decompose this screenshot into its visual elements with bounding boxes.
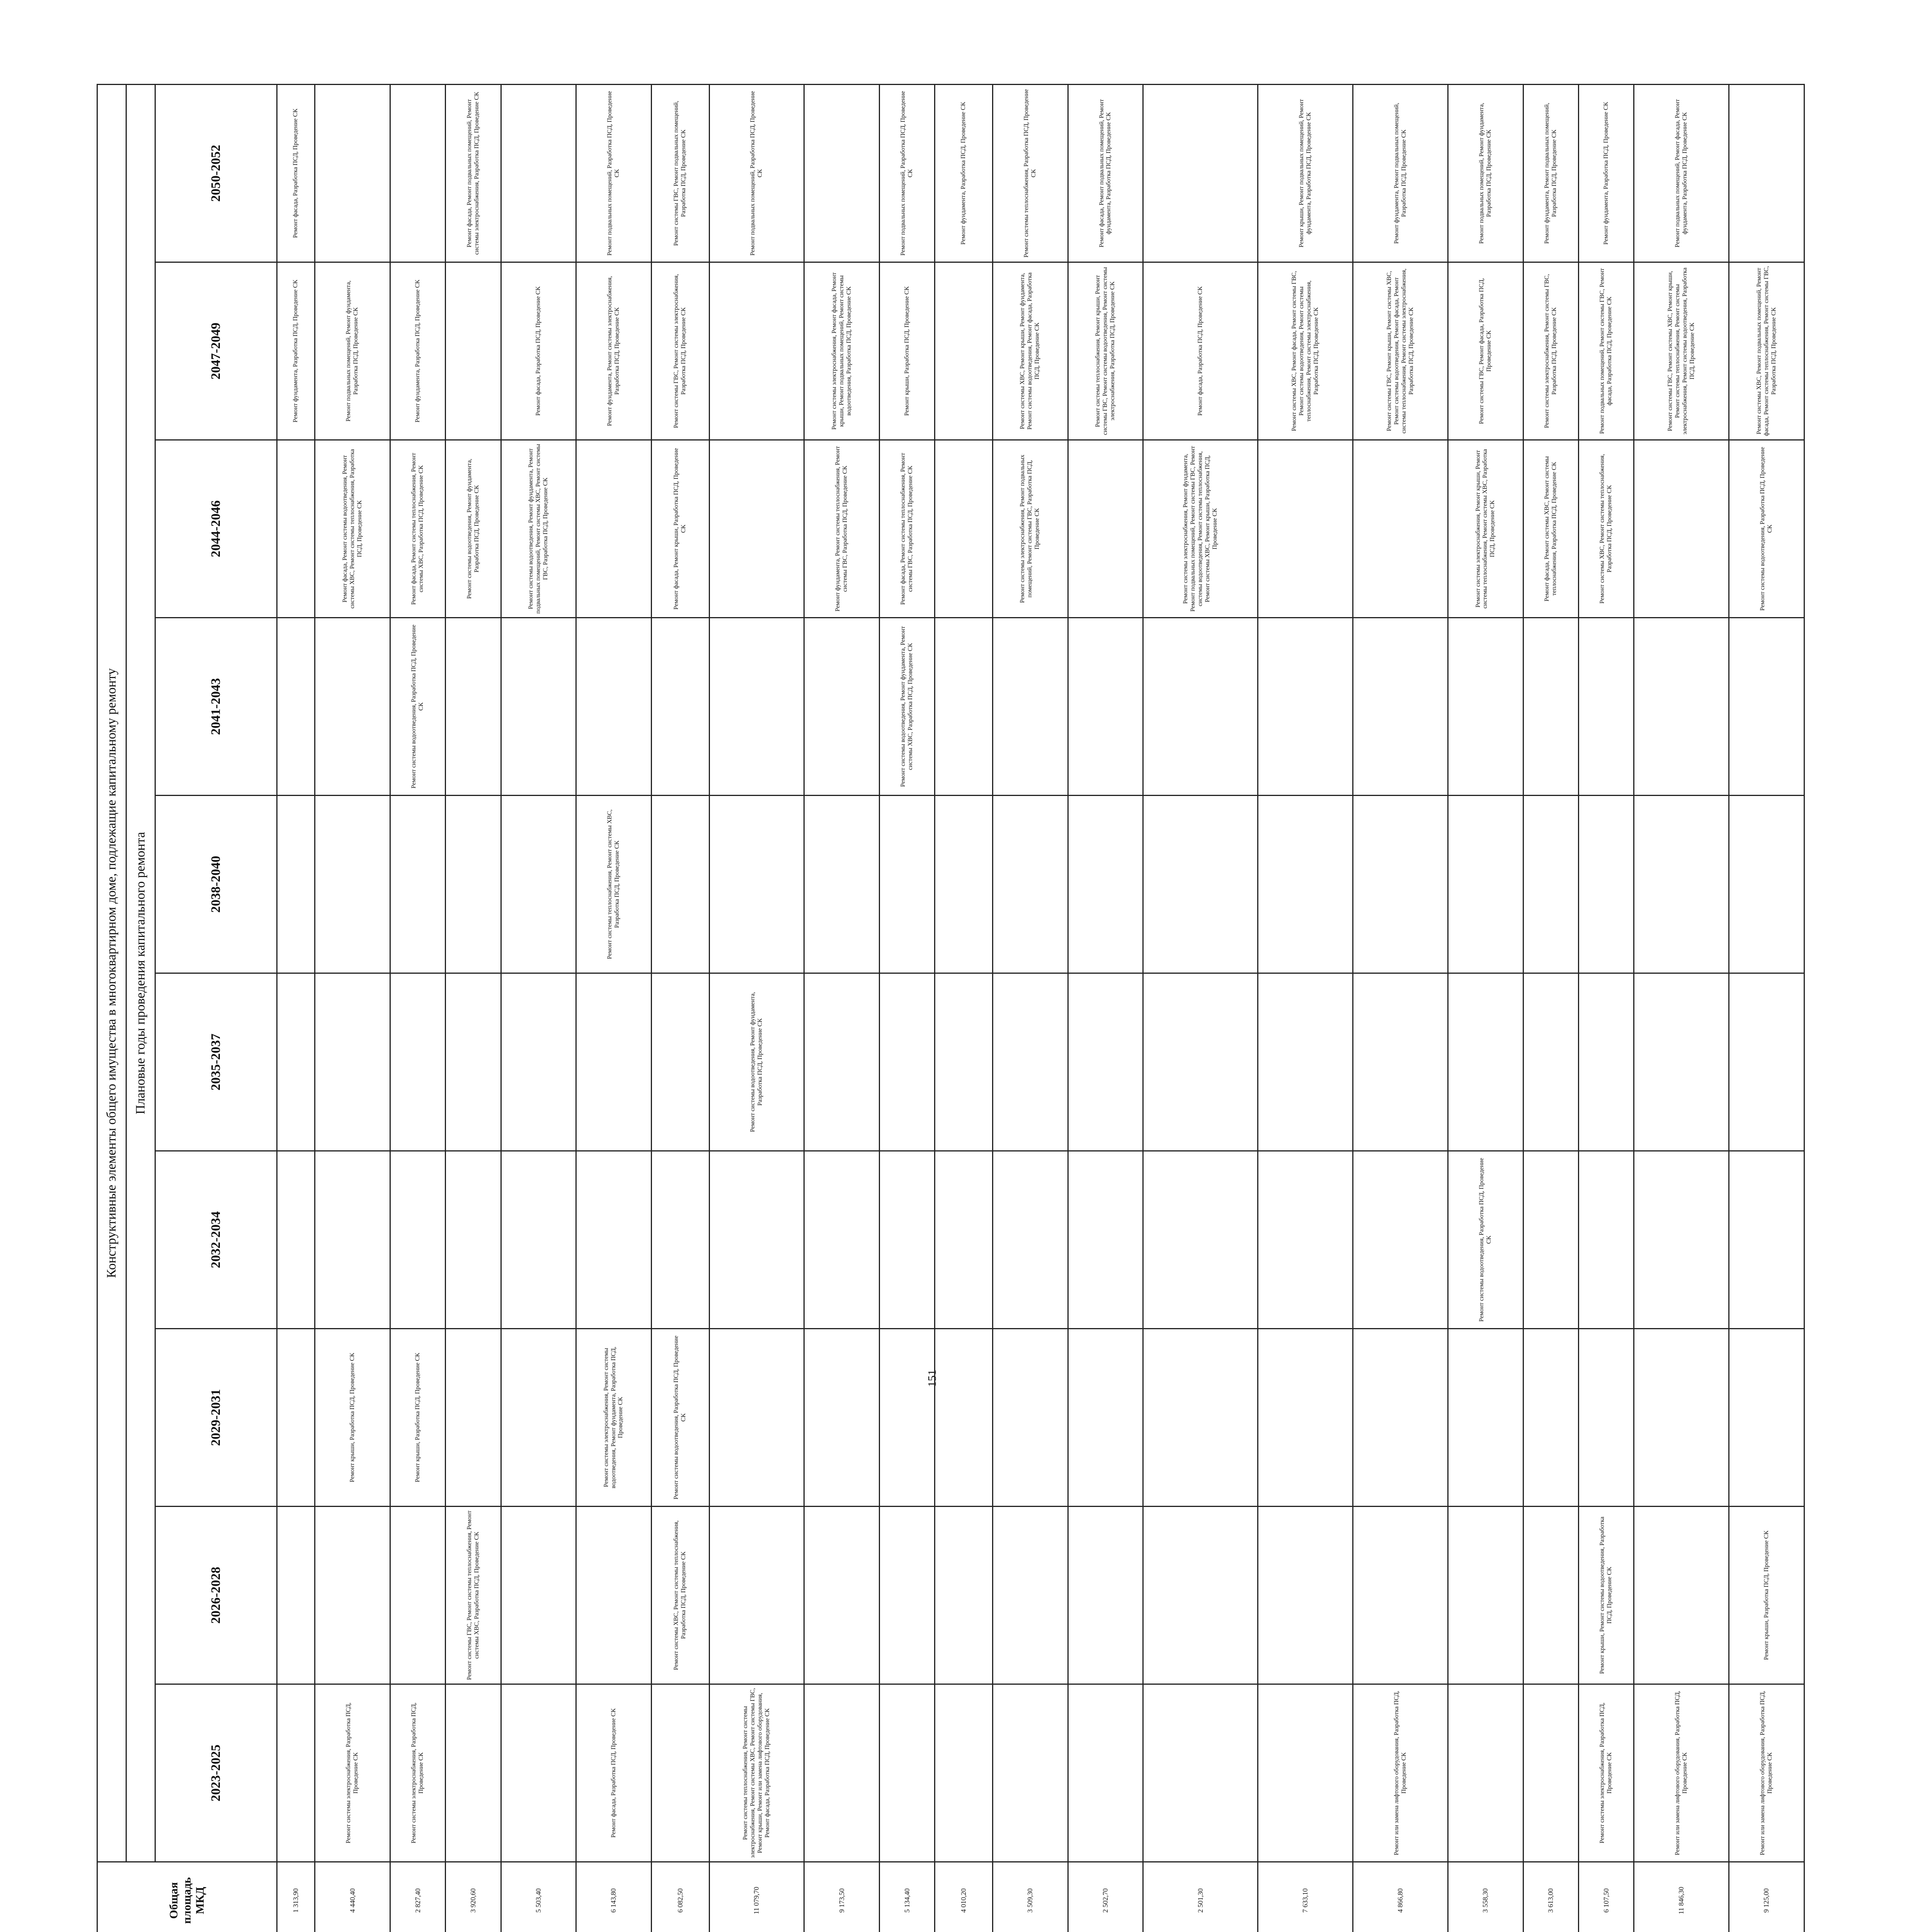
- header-period: 2032-2034: [155, 1151, 277, 1329]
- cell-works: [1258, 796, 1353, 973]
- cell-works: [1258, 1329, 1353, 1507]
- cell-works: Ремонт фундамента, Ремонт подвальных помещений, Разработка ПСД, Проведение СК: [1353, 84, 1448, 262]
- cell-works: [935, 796, 993, 973]
- cell-area: 3 558,30: [1448, 1862, 1523, 1932]
- cell-works: [935, 262, 993, 440]
- cell-works: [1143, 1684, 1258, 1862]
- cell-works: [709, 440, 804, 618]
- cell-area: 6 143,80: [576, 1862, 652, 1932]
- cell-works: Ремонт крыши, Ремонт подвальных помещений, Ремонт фундамента, Разработка ПСД, Проведение СК: [1258, 84, 1353, 262]
- cell-area: 11 079,70: [709, 1862, 804, 1932]
- cell-works: Ремонт системы водоотведения, Ремонт фундамента, Ремонт системы ХВС, Разработка ПСД, Проведение СК: [880, 618, 935, 796]
- table-row: [1143, 84, 1258, 1932]
- cell-works: [804, 1329, 880, 1507]
- table-row: [804, 84, 880, 1932]
- cell-works: [1523, 1684, 1578, 1862]
- cell-works: [1258, 973, 1353, 1151]
- cell-area: 5 134,40: [880, 1862, 935, 1932]
- cell-works: [1448, 1684, 1523, 1862]
- table-row: [1353, 84, 1448, 1932]
- cell-works: Ремонт фасада, Ремонт крыши, Разработка ПСД, Проведение СК: [651, 440, 709, 618]
- table-row: [993, 84, 1068, 1932]
- cell-works: [804, 796, 880, 973]
- cell-works: [1634, 796, 1729, 973]
- cell-works: Ремонт подвальных помещений, Ремонт фундамента, Разработка ПСД, Проведение СК: [315, 262, 390, 440]
- header-period: 2050-2052: [155, 84, 277, 262]
- cell-works: [315, 1151, 390, 1329]
- header-period: 2029-2031: [155, 1329, 277, 1507]
- cell-works: Ремонт системы электроснабжения, Ремонт системы водоотведения, Ремонт фундамента, Разработка ПСД, Проведение СК: [576, 1329, 652, 1507]
- cell-works: Ремонт фундамента, Разработка ПСД, Проведение СК: [935, 84, 993, 262]
- table-title: Конструктивные элементы общего имущества в многоквартирном доме, подлежащие капитальному ремонту: [97, 84, 126, 1862]
- table-subtitle: Плановые годы проведения капитального ремонта: [126, 84, 155, 1862]
- cell-works: [804, 1151, 880, 1329]
- cell-works: Ремонт системы ГВС, Ремонт системы электроснабжения, Разработка ПСД, Проведение СК: [651, 262, 709, 440]
- cell-works: [1523, 973, 1578, 1151]
- cell-works: [709, 618, 804, 796]
- cell-works: Ремонт фасада, Ремонт системы ХВС, Ремонт системы теплоснабжения, Разработка ПСД, Проведение СК: [1523, 440, 1578, 618]
- cell-works: Ремонт системы теплоснабжения, Ремонт системы ХВС, Разработка ПСД, Проведение СК: [576, 796, 652, 973]
- cell-works: Ремонт подвальных помещений, Разработка ПСД, Проведение СК: [576, 84, 652, 262]
- cell-works: Ремонт крыши, Ремонт системы водоотведения, Разработка ПСД, Проведение СК: [1579, 1507, 1634, 1684]
- cell-works: Ремонт системы водоотведения, Разработка ПСД, Проведение СК: [390, 618, 446, 796]
- cell-works: [1448, 1329, 1523, 1507]
- cell-works: [277, 1329, 315, 1507]
- cell-works: [1729, 973, 1804, 1151]
- cell-area: 4 866,80: [1353, 1862, 1448, 1932]
- cell-works: Ремонт системы ХВС, Ремонт подвальных помещений, Ремонт фасада, Ремонт системы теплоснабжения, Ремонт системы ГВС, Разработка ПСД, Проведение СК: [1729, 262, 1804, 440]
- cell-area: 2 827,40: [390, 1862, 446, 1932]
- cell-works: Ремонт системы электроснабжения, Ремонт фундамента, Ремонт подвальных помещений, Ремонт системы ГВС, Ремонт системы водоотведения, Ремонт системы теплоснабжения, Ремонт системы ХВС, Ремонт крыши, Разработка ПСД, Проведение СК: [1143, 440, 1258, 618]
- cell-area: 4 440,40: [315, 1862, 390, 1932]
- cell-works: [935, 618, 993, 796]
- cell-works: [1448, 796, 1523, 973]
- table-row: [1634, 84, 1729, 1932]
- cell-works: [1068, 796, 1143, 973]
- cell-works: [935, 1684, 993, 1862]
- cell-works: [1068, 1151, 1143, 1329]
- cell-works: Ремонт или замена лифтового оборудования, Разработка ПСД, Проведение СК: [1729, 1684, 1804, 1862]
- cell-works: [1523, 796, 1578, 973]
- rotated-table-container: [97, 85, 1805, 1932]
- cell-works: Ремонт подвальных помещений, Ремонт фундамента, Разработка ПСД, Проведение СК: [1448, 84, 1523, 262]
- cell-works: Ремонт крыши, Разработка ПСД, Проведение СК: [315, 1329, 390, 1507]
- table-row: [501, 84, 576, 1932]
- cell-area: 3 920,60: [446, 1862, 501, 1932]
- cell-works: [1634, 440, 1729, 618]
- cell-works: Ремонт фасада, Разработка ПСД, Проведение СК: [576, 1684, 652, 1862]
- cell-works: [501, 618, 576, 796]
- cell-works: [880, 1329, 935, 1507]
- cell-works: Ремонт или замена лифтового оборудования, Разработка ПСД, Проведение СК: [1353, 1684, 1448, 1862]
- cell-works: [935, 1507, 993, 1684]
- cell-area: 11 846,30: [1634, 1862, 1729, 1932]
- cell-works: [277, 1684, 315, 1862]
- cell-works: [501, 796, 576, 973]
- cell-works: [651, 796, 709, 973]
- cell-works: [935, 440, 993, 618]
- cell-works: [709, 262, 804, 440]
- cell-works: [501, 1684, 576, 1862]
- cell-works: [1634, 1151, 1729, 1329]
- cell-works: Ремонт фундамента, Разработка ПСД, Проведение СК: [1579, 84, 1634, 262]
- cell-works: Ремонт фасада, Разработка ПСД, Проведение СК: [277, 84, 315, 262]
- table-row: [1523, 84, 1578, 1932]
- cell-works: [315, 1507, 390, 1684]
- cell-works: [1634, 973, 1729, 1151]
- cell-works: Ремонт системы электроснабжения, Ремонт системы ГВС, Разработка ПСД, Проведение СК: [1523, 262, 1578, 440]
- header-period: 2026-2028: [155, 1507, 277, 1684]
- cell-works: Ремонт системы водоотведения, Ремонт фундамента, Разработка ПСД, Проведение СК: [709, 973, 804, 1151]
- cell-area: 3 613,00: [1523, 1862, 1578, 1932]
- cell-works: Ремонт системы теплоснабжения, Ремонт системы электроснабжения, Ремонт системы ХВС, Ремонт системы ГВС, Ремонт крыши, Ремонт или замена лифтового оборудования, Ремонт фасада, Разработка ПСД, Проведение СК: [709, 1684, 804, 1862]
- table-row: [651, 84, 709, 1932]
- cell-works: [993, 1684, 1068, 1862]
- cell-works: Ремонт системы ГВС, Ремонт крыши, Ремонт системы ХВС, Ремонт системы водоотведения, Ремонт фасада, Ремонт системы теплоснабжения, Ремонт системы электроснабжения, Разработка ПСД, Проведение СК: [1353, 262, 1448, 440]
- cell-works: Ремонт системы ГВС, Ремонт системы ХВС, Ремонт крыши, Ремонт системы теплоснабжения, Ремонт системы электроснабжения, Ремонт системы водоотведения, Разработка ПСД, Проведение СК: [1634, 262, 1729, 440]
- cell-works: Ремонт фасада, Разработка ПСД, Проведение СК: [1143, 262, 1258, 440]
- cell-works: [576, 618, 652, 796]
- table-row: [1068, 84, 1143, 1932]
- cell-works: [501, 1329, 576, 1507]
- cell-works: [1353, 618, 1448, 796]
- cell-works: [1523, 1507, 1578, 1684]
- header-area: Общая площадь МКД: [97, 1862, 277, 1932]
- page-number: 151: [926, 1369, 939, 1387]
- cell-works: Ремонт системы водоотведения, Ремонт фундамента, Ремонт подвальных помещений, Ремонт системы ХВС, Ремонт системы ГВС, Разработка ПСД, Проведение СК: [501, 440, 576, 618]
- cell-works: [390, 796, 446, 973]
- cell-works: Ремонт фасада, Ремонт системы теплоснабжения, Ремонт системы ГВС, Разработка ПСД, Проведение СК: [880, 440, 935, 618]
- cell-works: Ремонт фундамента, Разработка ПСД, Проведение СК: [390, 262, 446, 440]
- cell-area: 6 107,50: [1579, 1862, 1634, 1932]
- cell-works: [576, 440, 652, 618]
- cell-works: Ремонт системы ХВС, Ремонт крыши, Ремонт фундамента, Ремонт системы водоотведения, Ремонт фасада, Разработка ПСД, Проведение СК: [993, 262, 1068, 440]
- cell-works: Ремонт фасада, Ремонт системы водоотведения, Ремонт системы ХВС, Ремонт системы теплоснабжения, Разработка ПСД, Проведение СК: [315, 440, 390, 618]
- table-row: [390, 84, 446, 1932]
- cell-works: Ремонт системы теплоснабжения, Разработка ПСД, Проведение СК: [993, 84, 1068, 262]
- cell-works: [651, 1151, 709, 1329]
- cell-works: [1448, 1507, 1523, 1684]
- cell-works: [446, 1329, 501, 1507]
- cell-works: [880, 973, 935, 1151]
- cell-works: [277, 973, 315, 1151]
- cell-works: [446, 973, 501, 1151]
- cell-works: [1353, 973, 1448, 1151]
- table-row: [935, 84, 993, 1932]
- cell-works: [1579, 796, 1634, 973]
- cell-works: [1258, 1684, 1353, 1862]
- cell-area: 9 173,50: [804, 1862, 880, 1932]
- cell-works: [277, 1507, 315, 1684]
- cell-area: 5 503,40: [501, 1862, 576, 1932]
- cell-area: 4 010,20: [935, 1862, 993, 1932]
- header-period: 2044-2046: [155, 440, 277, 618]
- cell-works: [501, 973, 576, 1151]
- cell-works: Ремонт системы ХВС, Ремонт фасада, Ремонт системы ГВС, Ремонт системы водоотведения, Ремонт системы теплоснабжения, Ремонт системы электроснабжения, Разработка ПСД, Проведение СК: [1258, 262, 1353, 440]
- cell-works: [1143, 973, 1258, 1151]
- cell-works: [1258, 1507, 1353, 1684]
- cell-works: [709, 1507, 804, 1684]
- cell-works: Ремонт системы электроснабжения, Разработка ПСД, Проведение СК: [390, 1684, 446, 1862]
- cell-area: 2 501,30: [1143, 1862, 1258, 1932]
- cell-works: [993, 1329, 1068, 1507]
- cell-works: [277, 796, 315, 973]
- cell-works: [709, 1151, 804, 1329]
- cell-works: [277, 440, 315, 618]
- cell-area: 3 509,30: [993, 1862, 1068, 1932]
- header-period: 2035-2037: [155, 973, 277, 1151]
- cell-works: Ремонт системы электроснабжения, Разработка ПСД, Проведение СК: [1579, 1684, 1634, 1862]
- cell-works: [277, 618, 315, 796]
- cell-works: [1523, 618, 1578, 796]
- cell-works: Ремонт фундамента, Ремонт системы теплоснабжения, Ремонт системы ГВС, Разработка ПСД, Проведение СК: [804, 440, 880, 618]
- cell-works: [1143, 1507, 1258, 1684]
- cell-works: [804, 973, 880, 1151]
- cell-works: [315, 973, 390, 1151]
- cell-works: [446, 796, 501, 973]
- cell-works: Ремонт фасада, Ремонт системы теплоснабжения, Ремонт системы ХВС, Разработка ПСД, Проведение СК: [390, 440, 446, 618]
- table-row: [277, 84, 315, 1932]
- cell-works: [1068, 1507, 1143, 1684]
- table-row: [880, 84, 935, 1932]
- cell-works: [446, 1151, 501, 1329]
- cell-works: Ремонт системы электроснабжения, Ремонт крыши, Ремонт системы теплоснабжения, Ремонт системы ХВС, Разработка ПСД, Проведение СК: [1448, 440, 1523, 618]
- cell-works: [804, 618, 880, 796]
- cell-works: [651, 973, 709, 1151]
- cell-works: Ремонт системы водоотведения, Разработка ПСД, Проведение СК: [651, 1329, 709, 1507]
- header-period: 2023-2025: [155, 1684, 277, 1862]
- cell-works: [1258, 618, 1353, 796]
- table-row: [446, 84, 501, 1932]
- cell-works: [1068, 618, 1143, 796]
- cell-works: [1729, 1151, 1804, 1329]
- cell-works: [880, 796, 935, 973]
- cell-works: [1258, 1151, 1353, 1329]
- cell-works: [1258, 440, 1353, 618]
- cell-works: [576, 1151, 652, 1329]
- cell-works: [1143, 1151, 1258, 1329]
- cell-works: [880, 1507, 935, 1684]
- cell-works: [446, 262, 501, 440]
- cell-works: [1634, 1329, 1729, 1507]
- cell-works: Ремонт системы ХВС, Ремонт системы теплоснабжения, Разработка ПСД, Проведение СК: [1579, 440, 1634, 618]
- cell-works: [390, 84, 446, 262]
- cell-works: [1068, 440, 1143, 618]
- cell-works: [1143, 796, 1258, 973]
- cell-works: [390, 973, 446, 1151]
- cell-area: 2 502,70: [1068, 1862, 1143, 1932]
- header-period: 2041-2043: [155, 618, 277, 796]
- cell-works: [709, 796, 804, 973]
- table-row: [1448, 84, 1523, 1932]
- cell-works: [501, 1507, 576, 1684]
- cell-works: [1143, 618, 1258, 796]
- cell-works: [1353, 796, 1448, 973]
- cell-works: [277, 1151, 315, 1329]
- cell-works: [390, 1507, 446, 1684]
- capital-repair-table: [97, 84, 1805, 1932]
- cell-works: [1448, 973, 1523, 1151]
- cell-works: [1729, 618, 1804, 796]
- cell-works: [1353, 1507, 1448, 1684]
- cell-works: Ремонт или замена лифтового оборудования, Разработка ПСД, Проведение СК: [1634, 1684, 1729, 1862]
- cell-works: Ремонт фундамента, Разработка ПСД, Проведение СК: [277, 262, 315, 440]
- cell-works: [804, 1507, 880, 1684]
- cell-area: 1 313,90: [277, 1862, 315, 1932]
- cell-works: [1523, 1329, 1578, 1507]
- cell-works: Ремонт системы водоотведения, Разработка ПСД, Проведение СК: [1448, 1151, 1523, 1329]
- cell-works: Ремонт системы водоотведения, Ремонт фундамента, Разработка ПСД, Проведение СК: [446, 440, 501, 618]
- cell-works: [1353, 1329, 1448, 1507]
- cell-works: [501, 1151, 576, 1329]
- cell-works: Ремонт фасада, Разработка ПСД, Проведение СК: [501, 262, 576, 440]
- cell-works: [935, 973, 993, 1151]
- cell-works: [315, 618, 390, 796]
- cell-works: [1729, 84, 1804, 262]
- cell-area: 7 633,10: [1258, 1862, 1353, 1932]
- cell-works: [576, 1507, 652, 1684]
- cell-works: [1068, 973, 1143, 1151]
- cell-works: [993, 973, 1068, 1151]
- cell-works: Ремонт системы ГВС, Ремонт фасада, Разработка ПСД, Проведение СК: [1448, 262, 1523, 440]
- cell-works: [935, 1329, 993, 1507]
- cell-works: Ремонт системы теплоснабжения, Ремонт крыши, Ремонт системы ГВС, Ремонт системы водоотведения, Ремонт системы электроснабжения, Разработка ПСД, Проведение СК: [1068, 262, 1143, 440]
- cell-works: Ремонт фасада, Ремонт подвальных помещений, Ремонт системы электроснабжения, Разработка ПСД, Проведение СК: [446, 84, 501, 262]
- cell-works: [651, 618, 709, 796]
- cell-works: [880, 1151, 935, 1329]
- cell-works: [1068, 1329, 1143, 1507]
- cell-works: [709, 1329, 804, 1507]
- cell-works: Ремонт системы ГВС, Ремонт системы теплоснабжения, Ремонт системы ХВС, Разработка ПСД, Проведение СК: [446, 1507, 501, 1684]
- cell-works: [1068, 1684, 1143, 1862]
- cell-works: Ремонт системы электроснабжения, Ремонт подвальных помещений, Ремонт системы ГВС, Разработка ПСД, Проведение СК: [993, 440, 1068, 618]
- cell-works: Ремонт системы электроснабжения, Разработка ПСД, Проведение СК: [315, 1684, 390, 1862]
- table-row: [1729, 84, 1804, 1932]
- cell-works: Ремонт системы ГВС, Ремонт подвальных помещений, Разработка ПСД, Проведение СК: [651, 84, 709, 262]
- cell-works: [1579, 1151, 1634, 1329]
- table-row: [709, 84, 804, 1932]
- cell-works: [1143, 84, 1258, 262]
- cell-works: [501, 84, 576, 262]
- header-period: 2038-2040: [155, 796, 277, 973]
- cell-works: [935, 1151, 993, 1329]
- cell-works: [1353, 440, 1448, 618]
- cell-works: [993, 1507, 1068, 1684]
- cell-works: Ремонт фундамента, Ремонт системы электроснабжения, Разработка ПСД, Проведение СК: [576, 262, 652, 440]
- cell-area: 9 125,00: [1729, 1862, 1804, 1932]
- table-row: [1579, 84, 1634, 1932]
- cell-works: [390, 1151, 446, 1329]
- cell-works: Ремонт фундамента, Ремонт подвальных помещений, Разработка ПСД, Проведение СК: [1523, 84, 1578, 262]
- cell-works: [315, 796, 390, 973]
- cell-works: [993, 618, 1068, 796]
- cell-works: Ремонт подвальных помещений, Ремонт системы ГВС, Ремонт фасада, Разработка ПСД, Проведение СК: [1579, 262, 1634, 440]
- cell-works: [576, 973, 652, 1151]
- cell-works: [1579, 618, 1634, 796]
- cell-works: [1353, 1151, 1448, 1329]
- table-row: [1258, 84, 1353, 1932]
- cell-works: [1523, 1151, 1578, 1329]
- cell-works: Ремонт подвальных помещений, Разработка ПСД, Проведение СК: [709, 84, 804, 262]
- cell-works: [804, 84, 880, 262]
- cell-works: [1729, 796, 1804, 973]
- cell-works: [1448, 618, 1523, 796]
- table-row: [576, 84, 652, 1932]
- cell-works: Ремонт системы электроснабжения, Ремонт фасада, Ремонт крыши, Ремонт подвальных помещений, Ремонт системы водоотведения, Разработка ПСД, Проведение СК: [804, 262, 880, 440]
- cell-area: 6 082,50: [651, 1862, 709, 1932]
- cell-works: [315, 84, 390, 262]
- cell-works: Ремонт крыши, Разработка ПСД, Проведение СК: [390, 1329, 446, 1507]
- cell-works: Ремонт подвальных помещений, Ремонт фасада, Ремонт фундамента, Разработка ПСД, Проведение СК: [1634, 84, 1729, 262]
- cell-works: [880, 1684, 935, 1862]
- cell-works: [446, 618, 501, 796]
- cell-works: [651, 1684, 709, 1862]
- cell-works: [1579, 1329, 1634, 1507]
- cell-works: [993, 796, 1068, 973]
- header-period: 2047-2049: [155, 262, 277, 440]
- cell-works: [446, 1684, 501, 1862]
- cell-works: Ремонт системы ХВС, Ремонт системы теплоснабжения, Разработка ПСД, Проведение СК: [651, 1507, 709, 1684]
- cell-works: [804, 1684, 880, 1862]
- cell-works: [993, 1151, 1068, 1329]
- cell-works: Ремонт подвальных помещений, Разработка ПСД, Проведение СК: [880, 84, 935, 262]
- cell-works: [1634, 618, 1729, 796]
- table-row: [315, 84, 390, 1932]
- cell-works: Ремонт системы водоотведения, Разработка ПСД, Проведение СК: [1729, 440, 1804, 618]
- cell-works: [1634, 1507, 1729, 1684]
- cell-works: Ремонт фасада, Ремонт подвальных помещений, Ремонт фундамента, Разработка ПСД, Проведение СК: [1068, 84, 1143, 262]
- cell-works: [1143, 1329, 1258, 1507]
- cell-works: Ремонт крыши, Разработка ПСД, Проведение СК: [880, 262, 935, 440]
- cell-works: [1579, 973, 1634, 1151]
- cell-works: Ремонт крыши, Разработка ПСД, Проведение СК: [1729, 1507, 1804, 1684]
- cell-works: [1729, 1329, 1804, 1507]
